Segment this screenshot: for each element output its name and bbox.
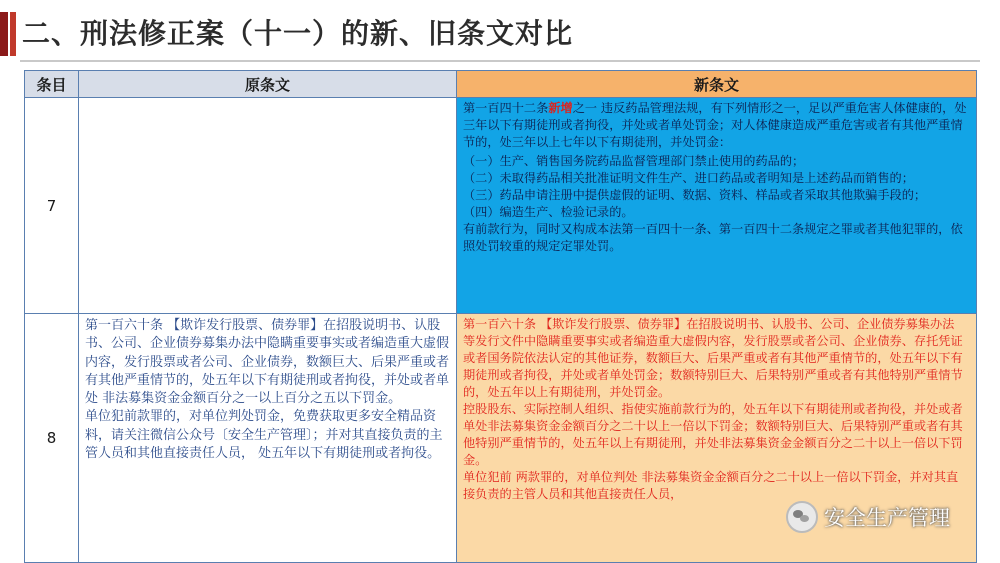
row7-number: 7 bbox=[25, 98, 79, 314]
row8-new-para: 第一百六十条 【欺诈发行股票、债券罪】在招股说明书、认股书、公司、企业债券募集办法 等发行文件中隐瞒重要事实或者编造重大虚假内容，发行股票或者公司、企业债券、存托凭证或者国务院依法认定的其他证券，数额巨大、后果严重或者有其他严重情节的，处五年以下有期徒刑或者拘役，并处或者单处罚金；数额特别巨大、后果特别严重或者有其他特别严重情节的，处五年以上有期徒刑，并处罚金。 bbox=[463, 317, 963, 399]
header-item: 条目 bbox=[25, 71, 79, 98]
comparison-table bbox=[24, 70, 977, 563]
title-divider bbox=[20, 60, 980, 62]
row8-new-para: 单位犯前 两款罪的，对单位判处 非法募集资金金额百分之二十以上一倍以下罚金，并对其直接负责的主管人员和其他直接责任人员， bbox=[463, 470, 959, 501]
watermark bbox=[786, 500, 950, 534]
table-row-7 bbox=[25, 98, 977, 314]
table-header-row bbox=[25, 71, 977, 98]
watermark-text: 安全生产管理 bbox=[824, 506, 950, 530]
row7-original bbox=[79, 98, 457, 314]
row7-new-main bbox=[457, 98, 976, 153]
row7-new bbox=[457, 98, 977, 314]
wechat-icon bbox=[786, 501, 818, 533]
row7-new-item: （二）未取得药品相关批准证明文件生产、进口药品或者明知是上述药品而销售的； bbox=[463, 171, 914, 185]
row8-original-para: 第一百六十条 【欺诈发行股票、债券罪】在招股说明书、认股书、公司、企业债券募集办法中隐瞒重要事实或者编造重大虚假内容，发行股票或者公司、企业债券，数额巨大、后果严重或者有其他严重情节的，处五年以下有期徒刑或者拘役，并处或者单处 非法募集资金金额百分之一以上百分之五以下罚金。 bbox=[85, 318, 450, 407]
row7-new-item: 有前款行为，同时又构成本法第一百四十一条、第一百四十二条规定之罪或者其他犯罪的，依照处罚较重的规定定罪处罚。 bbox=[463, 222, 963, 253]
row8-new-para: 控股股东、实际控制人组织、指使实施前款行为的，处五年以下有期徒刑或者拘役，并处或者单处非法募集资金金额百分之二十以上一倍以下罚金；数额特别巨大、后果特别严重或者有其他特别严重情节的，处五年以上有期徒刑，并处非法募集资金金额百分之二十以上一倍以下罚金。 bbox=[463, 402, 963, 467]
row7-new-prefix: 第一百四十二条 bbox=[463, 101, 549, 115]
header-original: 原条文 bbox=[79, 71, 457, 98]
row8-original bbox=[79, 314, 457, 563]
row8-number: 8 bbox=[25, 314, 79, 563]
row7-new-item: （一）生产、销售国务院药品监督管理部门禁止使用的药品的； bbox=[463, 154, 805, 168]
row7-new-rest: 之一 违反药品管理法规，有下列情形之一，足以严重危害人体健康的，处三年以下有期徒刑或者拘役，并处或者单处罚金；对人体健康造成严重危害或者有其他严重情节的，处三年以上七年以下有期徒刑，并处罚金： bbox=[463, 101, 967, 149]
accent-bar-dark bbox=[0, 12, 8, 56]
row8-original-para: 单位犯前款罪的，对单位判处罚金，免费获取更多安全精品资料，请关注微信公众号〔安全生产管理〕；并对其直接负责的主管人员和其他直接责任人员， 处五年以下有期徒刑或者拘役。 bbox=[85, 409, 443, 462]
row7-new-highlight: 新增 bbox=[548, 101, 573, 115]
page-title: 二、刑法修正案（十一）的新、旧条文对比 bbox=[22, 17, 574, 50]
row7-new-item: （四）编造生产、检验记录的。 bbox=[463, 205, 634, 219]
row7-new-item: （三）药品申请注册中提供虚假的证明、数据、资料、样品或者采取其他欺骗手段的； bbox=[463, 188, 927, 202]
accent-bar-light bbox=[10, 12, 16, 56]
header-new: 新条文 bbox=[457, 71, 977, 98]
